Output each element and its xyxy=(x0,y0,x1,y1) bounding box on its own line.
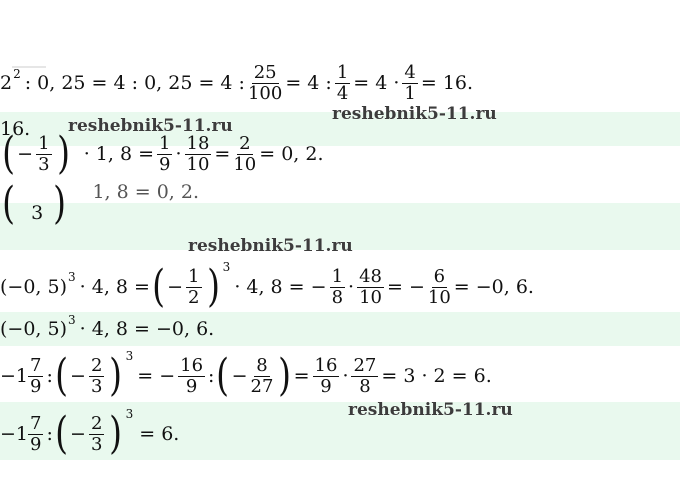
paren-close: ) xyxy=(206,261,220,312)
text-part: −1 xyxy=(0,364,29,387)
fraction: $\frac{8}{27}$ xyxy=(250,354,274,397)
fraction: $\frac{7}{9}$ xyxy=(30,354,42,397)
paren-open: ( xyxy=(55,408,68,459)
paren-open: ( xyxy=(2,178,16,229)
exponent: 3 xyxy=(68,312,76,327)
fraction: $\frac{7}{9}$ xyxy=(30,412,42,455)
fraction: $\frac{1}{2}$ xyxy=(188,265,200,308)
fraction: $\frac{1}{8}$ xyxy=(331,265,344,308)
exponent: 3 xyxy=(222,260,231,274)
fraction: $\frac{48}{10}$ xyxy=(359,265,382,308)
fraction: $\frac{27}{8}$ xyxy=(353,354,377,397)
paren-close: ) xyxy=(56,128,70,179)
minus: − xyxy=(231,364,248,387)
paren-close: ) xyxy=(53,178,67,229)
paren-close: ) xyxy=(278,350,292,401)
minus: − xyxy=(167,275,184,298)
fraction: $\frac{16}{9}$ xyxy=(180,354,204,397)
fraction: $\frac{4}{1}$ xyxy=(404,62,416,104)
fraction: $\frac{18}{10}$ xyxy=(186,132,210,175)
text-part: = −0, 6. xyxy=(453,275,534,298)
text-part: −1 xyxy=(0,422,29,445)
text-part: · 1, 8 = xyxy=(83,142,155,165)
text-part: · 4, 8 = − xyxy=(234,275,327,298)
watermark: reshebnik5-11.ru xyxy=(348,400,513,420)
watermark: reshebnik5-11.ru xyxy=(332,104,497,124)
minus: − xyxy=(70,364,86,387)
line4-clip xyxy=(0,178,680,229)
watermark: reshebnik5-11.ru xyxy=(188,236,353,256)
exponent: 3 xyxy=(125,407,134,421)
text-part: (−0, 5) xyxy=(0,275,68,298)
text-part: = xyxy=(214,142,231,165)
minus: − xyxy=(17,142,34,165)
text-part: (−0, 5) xyxy=(0,318,68,340)
text-part: : xyxy=(46,364,53,387)
fraction: $\frac{16}{9}$ xyxy=(314,354,338,397)
answer-line-3 xyxy=(0,312,215,340)
exponent: 2 xyxy=(13,66,21,81)
fraction: $\frac{1}{9}$ xyxy=(159,132,171,175)
watermark: reshebnik5-11.ru xyxy=(68,116,233,136)
exponent: 3 xyxy=(125,349,134,363)
fraction: $\frac{6}{10}$ xyxy=(427,265,451,308)
exponent: 3 xyxy=(68,270,76,284)
equation-line-1 xyxy=(0,64,473,103)
answer-line-4 xyxy=(0,406,179,462)
text-part: = − xyxy=(137,364,176,387)
text-part: = 4 · xyxy=(353,72,400,94)
text-part: · 4, 8 = −0, 6. xyxy=(79,318,215,340)
text-part: = 0, 2. xyxy=(259,142,324,165)
paren-open: ( xyxy=(55,350,68,401)
answer-text: 16. xyxy=(0,118,31,140)
text-part: = 4 : xyxy=(285,72,332,94)
paren-close: ) xyxy=(109,408,123,459)
fraction: $\frac{2}{3}$ xyxy=(90,412,103,455)
text-part: = 3 · 2 = 6. xyxy=(381,364,492,387)
minus: − xyxy=(70,422,86,445)
fraction: $\frac{2}{10}$ xyxy=(233,132,257,175)
paren-open: ( xyxy=(2,128,16,179)
fraction: $\frac{2}{3}$ xyxy=(90,354,103,397)
text-part: = 6. xyxy=(139,422,180,445)
fraction: $\frac{1}{3}$ xyxy=(38,132,50,175)
text-part: · xyxy=(348,275,355,298)
fraction: $\frac{1}{4}$ xyxy=(336,62,349,104)
text-part: · 4, 8 = xyxy=(79,275,150,298)
text-part: · xyxy=(175,142,182,165)
text-part: 1, 8 = 0, 2. xyxy=(92,180,199,203)
text-part: · xyxy=(342,364,349,387)
text-part: = − xyxy=(386,275,425,298)
text-part: : xyxy=(208,364,215,387)
equation-line-4 xyxy=(0,348,492,404)
base: 2 xyxy=(0,72,13,94)
fraction: $\frac{25}{100}$ xyxy=(247,62,283,104)
answer-line-2 xyxy=(0,178,199,229)
text-part: : xyxy=(46,422,53,445)
text-part: = 16. xyxy=(420,72,474,94)
paren-open: ( xyxy=(152,261,165,312)
denominator: 3 xyxy=(31,201,44,224)
paren-close: ) xyxy=(109,350,123,401)
text-part: : 0, 25 = 4 : 0, 25 = 4 : xyxy=(24,72,245,94)
paren-open: ( xyxy=(216,350,230,401)
text-part: = xyxy=(293,364,310,387)
equation-line-3 xyxy=(0,258,534,316)
